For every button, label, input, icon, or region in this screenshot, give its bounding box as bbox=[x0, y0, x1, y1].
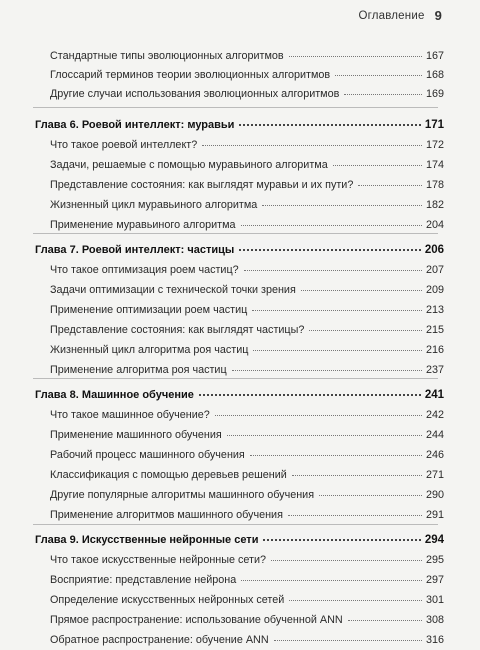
toc-entry-page: 215 bbox=[425, 324, 444, 336]
toc-entry-label: Задачи оптимизации с технической точки зрения bbox=[50, 284, 296, 296]
toc-entry-page: 242 bbox=[425, 409, 444, 421]
toc-entry[interactable] bbox=[0, 356, 480, 376]
toc-entry-page: 290 bbox=[425, 489, 444, 501]
toc-entry[interactable] bbox=[0, 316, 480, 336]
toc-entry-label: Что такое искусственные нейронные сети? bbox=[50, 554, 267, 566]
toc-chapter-page: 206 bbox=[424, 244, 444, 256]
toc-leader bbox=[252, 310, 422, 311]
toc-leader bbox=[319, 495, 422, 496]
toc-leader bbox=[239, 249, 421, 251]
toc-entry-page: 216 bbox=[425, 344, 444, 356]
toc-entry-page: 169 bbox=[425, 88, 444, 100]
toc-entry[interactable] bbox=[0, 606, 480, 626]
toc-leader bbox=[199, 394, 421, 396]
toc-entry-label: Представление состояния: как выглядят частицы? bbox=[50, 324, 305, 336]
toc-entry[interactable] bbox=[0, 151, 480, 171]
toc-entry-page: 291 bbox=[425, 509, 444, 521]
toc-chapter-title: Глава 7. Роевой интеллект: частицы bbox=[35, 244, 235, 256]
toc-entry[interactable] bbox=[0, 42, 480, 62]
toc-entry-page: 167 bbox=[425, 50, 444, 62]
toc-leader bbox=[335, 75, 422, 76]
toc-entry[interactable] bbox=[0, 131, 480, 151]
section-divider bbox=[33, 107, 438, 108]
toc-entry-page: 168 bbox=[425, 69, 444, 81]
toc-entry-page: 271 bbox=[425, 469, 444, 481]
toc-chapter-8[interactable] bbox=[0, 381, 480, 401]
toc-entry-label: Рабочий процесс машинного обучения bbox=[50, 449, 245, 461]
toc-leader bbox=[288, 515, 422, 516]
toc-leader bbox=[253, 350, 422, 351]
section-divider bbox=[33, 233, 438, 234]
toc-entry-label: Обратное распространение: обучение ANN bbox=[50, 634, 269, 646]
toc-chapter-page: 171 bbox=[424, 119, 444, 131]
toc-entry[interactable] bbox=[0, 80, 480, 100]
toc-entry[interactable] bbox=[0, 441, 480, 461]
toc-chapter-title: Глава 8. Машинное обучение bbox=[35, 389, 194, 401]
toc-entry-page: 316 bbox=[425, 634, 444, 646]
toc-entry[interactable] bbox=[0, 61, 480, 81]
toc-chapter-title: Глава 9. Искусственные нейронные сети bbox=[35, 534, 259, 546]
toc-entry-page: 209 bbox=[425, 284, 444, 296]
toc-leader bbox=[232, 370, 422, 371]
toc-entry-page: 308 bbox=[425, 614, 444, 626]
toc-leader bbox=[309, 330, 422, 331]
toc-entry-label: Глоссарий терминов теории эволюционных алгоритмов bbox=[50, 69, 331, 81]
toc-entry-label: Другие популярные алгоритмы машинного обучения bbox=[50, 489, 315, 501]
toc-leader bbox=[262, 205, 422, 206]
toc-leader bbox=[358, 185, 422, 186]
toc-leader bbox=[202, 145, 422, 146]
toc-leader bbox=[227, 435, 422, 436]
toc-entry-label: Задачи, решаемые с помощью муравьиного алгоритма bbox=[50, 159, 328, 171]
running-head-page-number: 9 bbox=[434, 8, 442, 23]
section-divider bbox=[33, 378, 438, 379]
toc-leader bbox=[244, 270, 422, 271]
toc-entry-page: 295 bbox=[425, 554, 444, 566]
toc-entry[interactable] bbox=[0, 296, 480, 316]
toc-entry[interactable] bbox=[0, 481, 480, 501]
toc-entry-page: 244 bbox=[425, 429, 444, 441]
toc-entry[interactable] bbox=[0, 586, 480, 606]
toc-entry[interactable] bbox=[0, 626, 480, 646]
toc-leader bbox=[239, 124, 420, 126]
toc-entry-label: Применение оптимизации роем частиц bbox=[50, 304, 248, 316]
toc-entry-label: Стандартные типы эволюционных алгоритмов bbox=[50, 50, 284, 62]
toc-entry-label: Применение машинного обучения bbox=[50, 429, 222, 441]
toc-chapter-page: 241 bbox=[424, 389, 444, 401]
toc-leader bbox=[250, 455, 422, 456]
toc-entry[interactable] bbox=[0, 501, 480, 521]
toc-leader bbox=[289, 56, 422, 57]
section-divider bbox=[33, 524, 438, 525]
toc-entry-label: Что такое машинное обучение? bbox=[50, 409, 210, 421]
toc-entry-label: Что такое роевой интеллект? bbox=[50, 139, 198, 151]
toc-leader bbox=[333, 165, 422, 166]
toc-leader bbox=[344, 94, 422, 95]
toc-entry-page: 174 bbox=[425, 159, 444, 171]
toc-leader bbox=[215, 415, 422, 416]
running-head-title: Оглавление bbox=[358, 9, 425, 22]
toc-entry-page: 246 bbox=[425, 449, 444, 461]
toc-entry-page: 213 bbox=[425, 304, 444, 316]
toc-entry[interactable] bbox=[0, 256, 480, 276]
toc-entry-page: 301 bbox=[425, 594, 444, 606]
toc-leader bbox=[292, 475, 422, 476]
toc-leader bbox=[271, 560, 422, 561]
toc-chapter-7[interactable] bbox=[0, 236, 480, 256]
toc-leader bbox=[274, 640, 422, 641]
toc-entry-label: Применение алгоритмов машинного обучения bbox=[50, 509, 283, 521]
toc-entry[interactable] bbox=[0, 171, 480, 191]
toc-entry[interactable] bbox=[0, 401, 480, 421]
toc-entry-page: 172 bbox=[425, 139, 444, 151]
running-head bbox=[358, 8, 442, 23]
toc-leader bbox=[263, 539, 420, 541]
toc-leader bbox=[348, 620, 422, 621]
toc-chapter-page: 294 bbox=[424, 534, 444, 546]
toc-chapter-title: Глава 6. Роевой интеллект: муравьи bbox=[35, 119, 235, 131]
toc-chapter-9[interactable] bbox=[0, 526, 480, 546]
toc-entry-page: 178 bbox=[425, 179, 444, 191]
toc-leader bbox=[289, 600, 422, 601]
toc-entry-label: Жизненный цикл муравьиного алгоритма bbox=[50, 199, 258, 211]
toc-entry[interactable] bbox=[0, 566, 480, 586]
toc-entry-label: Представление состояния: как выглядят муравьи и их пути? bbox=[50, 179, 354, 191]
toc-leader bbox=[241, 580, 422, 581]
toc-entry[interactable] bbox=[0, 211, 480, 231]
toc-entry-label: Что такое оптимизация роем частиц? bbox=[50, 264, 239, 276]
toc-entry-page: 204 bbox=[425, 219, 444, 231]
toc-entry[interactable] bbox=[0, 191, 480, 211]
toc-entry[interactable] bbox=[0, 276, 480, 296]
toc-entry-label: Определение искусственных нейронных сетей bbox=[50, 594, 285, 606]
toc-entry-label: Восприятие: представление нейрона bbox=[50, 574, 237, 586]
toc-entry[interactable] bbox=[0, 336, 480, 356]
toc-entry[interactable] bbox=[0, 546, 480, 566]
toc-entry-label: Другие случаи использования эволюционных алгоритмов bbox=[50, 88, 340, 100]
toc-entry[interactable] bbox=[0, 461, 480, 481]
toc-entry-label: Классификация с помощью деревьев решений bbox=[50, 469, 287, 481]
toc-entry-page: 182 bbox=[425, 199, 444, 211]
toc-entry-label: Применение муравьиного алгоритма bbox=[50, 219, 236, 231]
toc-leader bbox=[241, 225, 422, 226]
toc-leader bbox=[301, 290, 422, 291]
toc-entry-label: Применение алгоритма роя частиц bbox=[50, 364, 227, 376]
toc-entry[interactable] bbox=[0, 421, 480, 441]
toc-entry-page: 207 bbox=[425, 264, 444, 276]
toc-entry-label: Прямое распространение: использование обученной ANN bbox=[50, 614, 343, 626]
toc-entry-label: Жизненный цикл алгоритма роя частиц bbox=[50, 344, 249, 356]
toc-entry-page: 297 bbox=[425, 574, 444, 586]
toc-entry-page: 237 bbox=[425, 364, 444, 376]
toc-chapter-6[interactable] bbox=[0, 111, 480, 131]
